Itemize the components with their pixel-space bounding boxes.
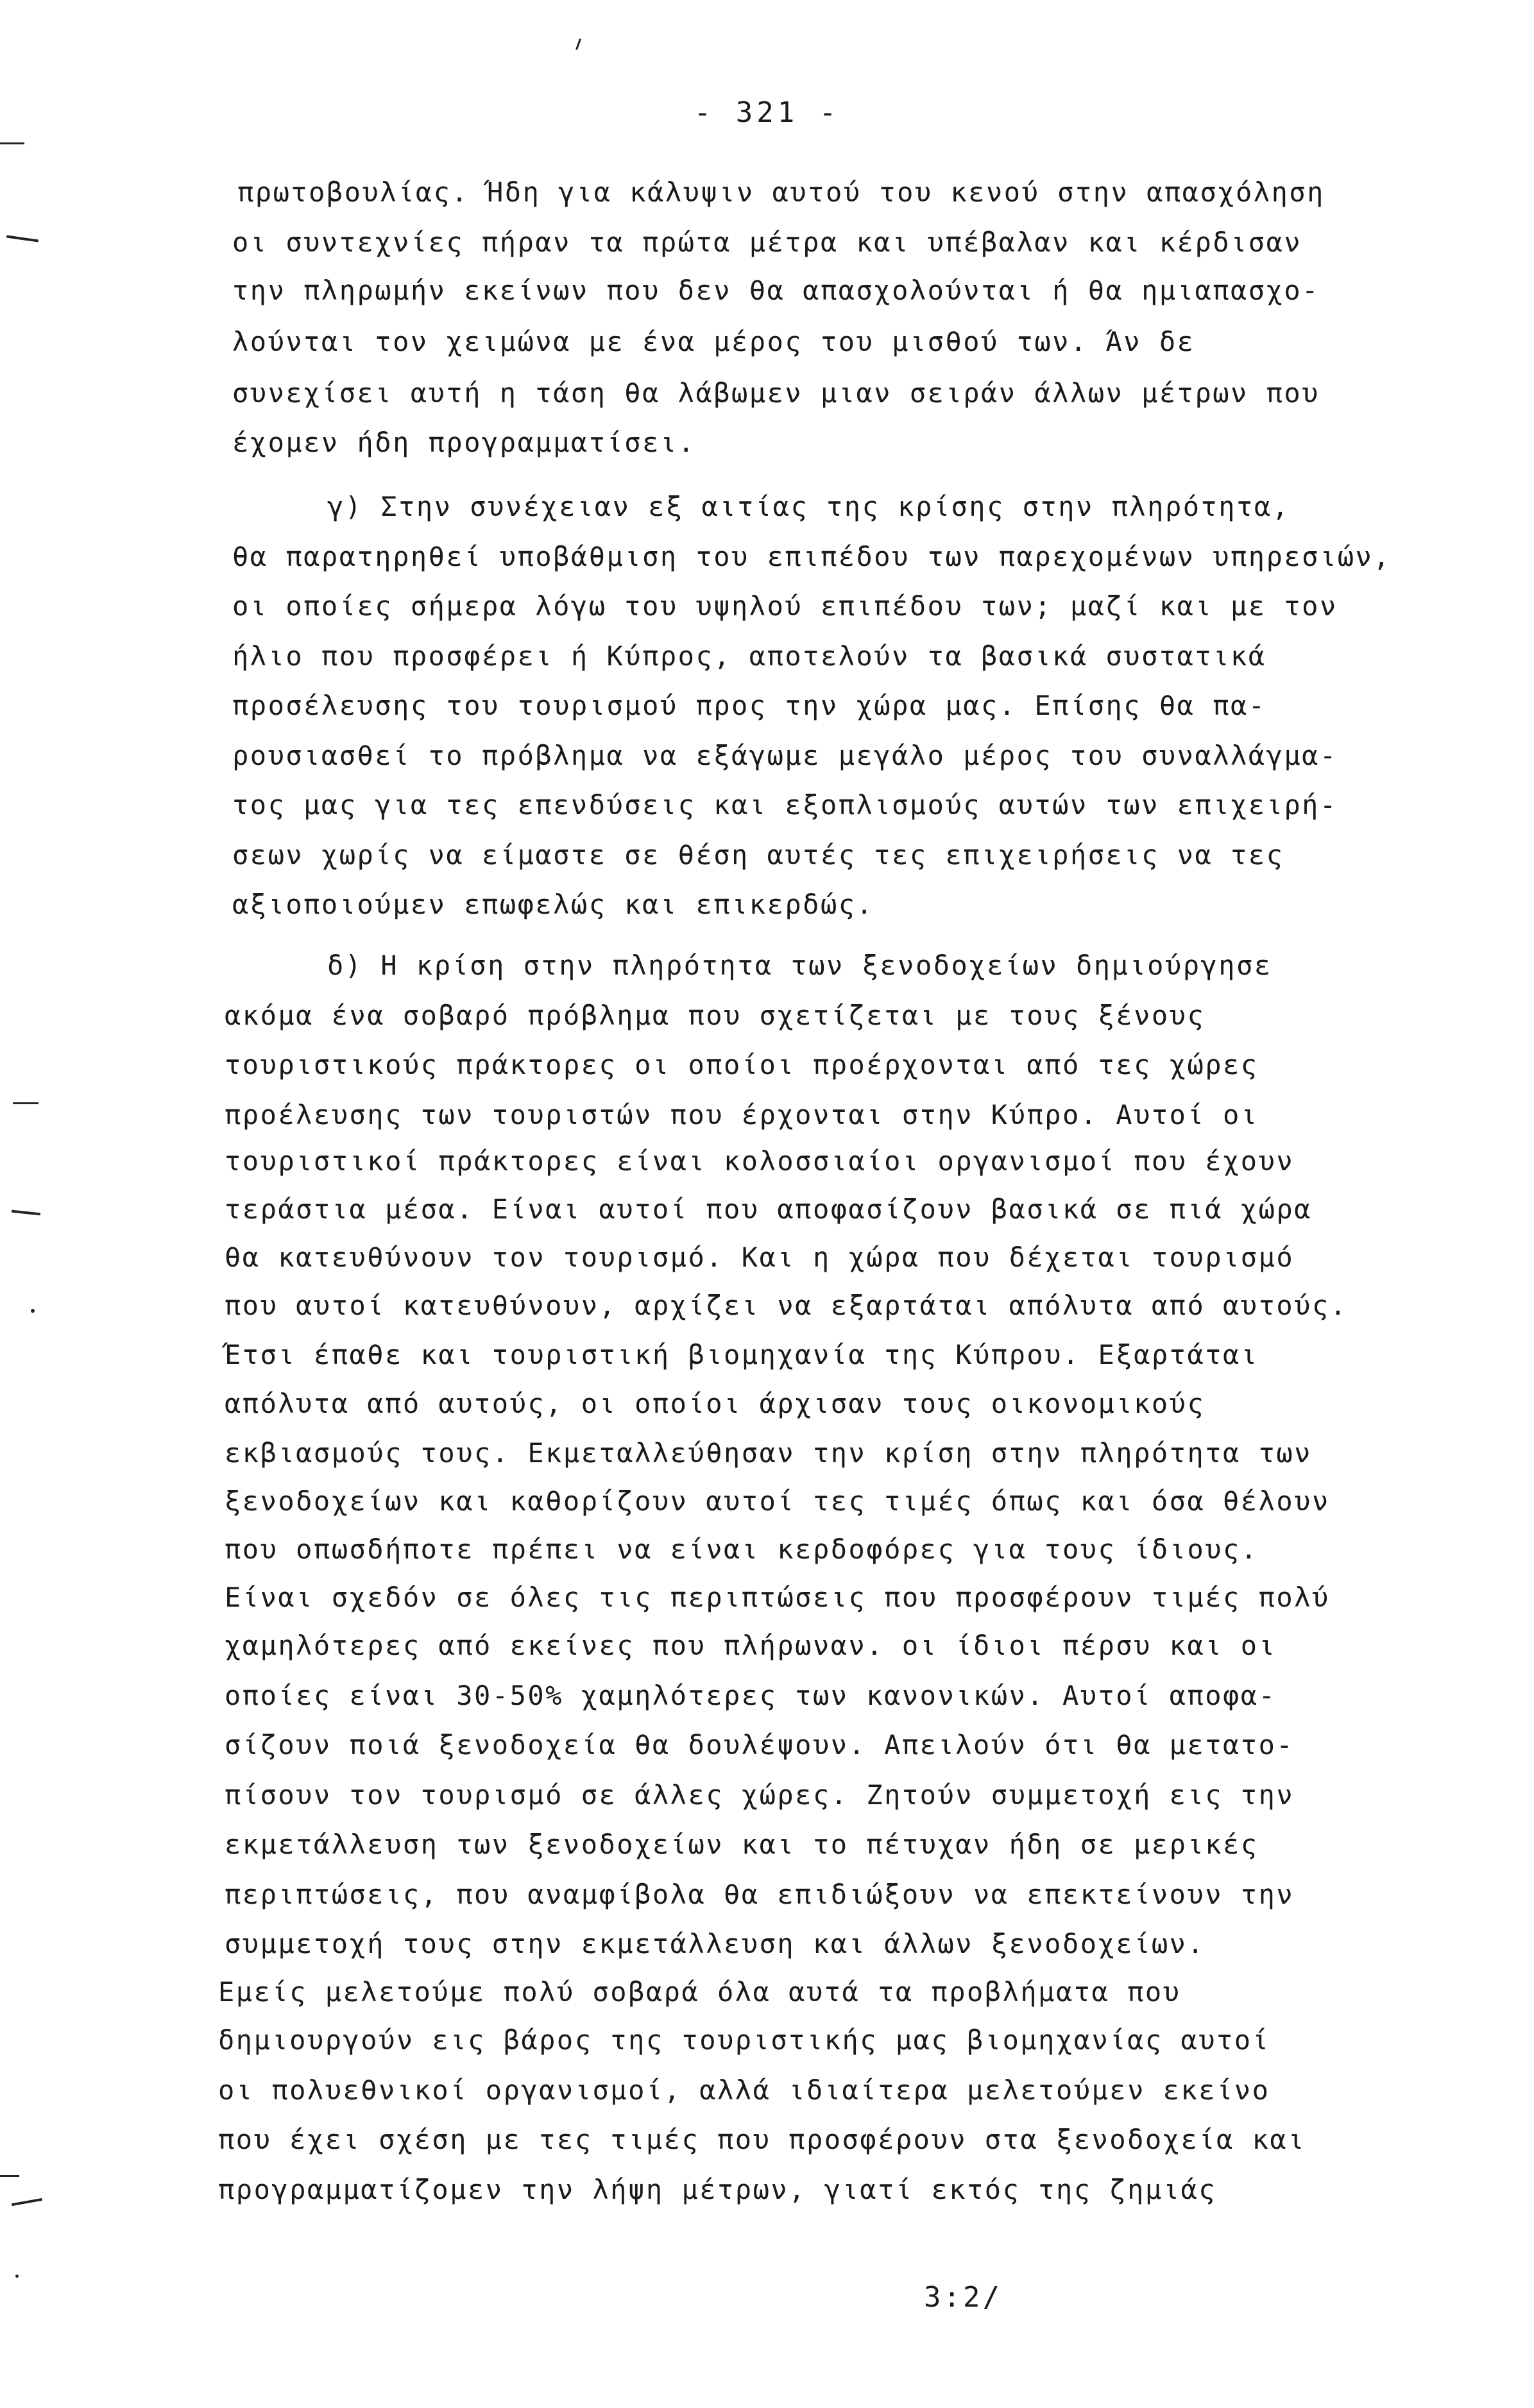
text-line: θα κατευθύνουν τον τουρισμό. Και η χώρα που δέχεται τουρισμό <box>225 1242 1295 1273</box>
text-line: που οπωσδήποτε πρέπει να είναι κερδοφόρες για τους ίδιους. <box>225 1533 1259 1565</box>
text-line: σίζουν ποιά ξενοδοχεία θα δουλέψουν. Απειλούν ότι θα μετατο- <box>225 1729 1295 1761</box>
text-line: οποίες είναι 30-50% χαμηλότερες των κανονικών. Αυτοί αποφα- <box>225 1680 1277 1711</box>
text-line: έχομεν ήδη προγραμματίσει. <box>232 427 696 458</box>
text-line: δ) Η κρίση στην πληρότητα των ξενοδοχείων δημιούργησε <box>327 950 1272 981</box>
text-line: πίσουν τον τουρισμό σε άλλες χώρες. Ζητούν συμμετοχή εις την <box>225 1779 1295 1811</box>
text-line: λούνται τον χειμώνα με ένα μέρος του μισθού των. Άν δε <box>232 326 1195 357</box>
text-line: ακόμα ένα σοβαρό πρόβλημα που σχετίζεται με τους ξένους <box>225 1000 1206 1031</box>
text-line: απόλυτα από αυτούς, οι οποίοι άρχισαν τους οικονομικούς <box>225 1388 1206 1419</box>
scan-mark <box>31 1309 35 1313</box>
text-line: ξενοδοχείων και καθορίζουν αυτοί τες τιμές όπως και όσα θέλουν <box>225 1485 1330 1517</box>
scan-mark <box>15 2275 19 2278</box>
text-line: οι συντεχνίες πήραν τα πρώτα μέτρα και υπέβαλαν και κέρδισαν <box>232 226 1302 258</box>
page-number: - 321 - <box>694 96 840 129</box>
text-line: σεων χωρίς να είμαστε σε θέση αυτές τες επιχειρήσεις να τες <box>232 839 1284 871</box>
text-line: αξιοποιούμεν επωφελώς και επικερδώς. <box>232 889 874 920</box>
text-line: τουριστικοί πράκτορες είναι κολοσσιαίοι οργανισμοί που έχουν <box>225 1145 1295 1177</box>
text-line: ρουσιασθεί το πρόβλημα να εξάγωμε μεγάλο μέρος του συναλλάγμα- <box>232 740 1338 771</box>
text-line: εκβιασμούς τους. Εκμεταλλεύθησαν την κρίση στην πληρότητα των <box>225 1437 1312 1469</box>
text-line: που αυτοί κατευθύνουν, αρχίζει να εξαρτάται απόλυτα από αυτούς. <box>225 1290 1348 1321</box>
text-line: που έχει σχέση με τες τιμές που προσφέρουν στα ξενοδοχεία και <box>218 2124 1306 2155</box>
page-footer-number: 3:2/ <box>924 2281 1002 2314</box>
text-line: τος μας για τες επενδύσεις και εξοπλισμούς αυτών των επιχειρή- <box>232 789 1338 821</box>
text-line: προγραμματίζομεν την λήψη μέτρων, γιατί εκτός της ζημιάς <box>218 2174 1217 2205</box>
text-line: προσέλευσης του τουρισμού προς την χώρα μας. Επίσης θα πα- <box>232 690 1266 721</box>
text-line: περιπτώσεις, που αναμφίβολα θα επιδιώξουν να επεκτείνουν την <box>225 1879 1295 1910</box>
text-line: Έτσι έπαθε και τουριστική βιομηχανία της Κύπρου. Εξαρτάται <box>225 1339 1259 1371</box>
text-line: οι οποίες σήμερα λόγω του υψηλού επιπέδου των; μαζί και με τον <box>232 590 1338 622</box>
text-line: δημιουργούν εις βάρος της τουριστικής μας βιομηχανίας αυτοί <box>218 2024 1270 2056</box>
text-line: χαμηλότερες από εκείνες που πλήρωναν. οι ίδιοι πέρσυ και οι <box>225 1630 1277 1661</box>
scan-mark <box>13 1102 38 1104</box>
scan-mark <box>0 2175 19 2177</box>
text-line: συμμετοχή τους στην εκμετάλλευση και άλλων ξενοδοχείων. <box>225 1928 1206 1960</box>
scan-mark <box>6 235 38 243</box>
text-line: Εμείς μελετούμε πολύ σοβαρά όλα αυτά τα προβλήματα που <box>218 1976 1181 2008</box>
scan-mark <box>0 142 24 144</box>
text-line: εκμετάλλευση των ξενοδοχείων και το πέτυχαν ήδη σε μερικές <box>225 1829 1259 1860</box>
text-line: ήλιο που προσφέρει ή Κύπρος, αποτελούν τα βασικά συστατικά <box>232 640 1266 672</box>
text-line: Είναι σχεδόν σε όλες τις περιπτώσεις που προσφέρουν τιμές πολύ <box>225 1582 1330 1613</box>
text-line: τεράστια μέσα. Είναι αυτοί που αποφασίζουν βασικά σε πιά χώρα <box>225 1193 1312 1225</box>
scan-mark <box>12 1210 40 1216</box>
text-line: την πληρωμήν εκείνων που δεν θα απασχολούνται ή θα ημιαπασχο- <box>232 275 1320 306</box>
text-line: γ) Στην συνέχειαν εξ αιτίας της κρίσης στην πληρότητα, <box>327 491 1290 522</box>
scan-mark <box>575 38 581 50</box>
text-line: οι πολυεθνικοί οργανισμοί, αλλά ιδιαίτερα μελετούμεν εκείνο <box>218 2074 1270 2106</box>
text-line: συνεχίσει αυτή η τάση θα λάβωμεν μιαν σειράν άλλων μέτρων που <box>232 377 1320 409</box>
text-line: πρωτοβουλίας. Ήδη για κάλυψιν αυτού του κενού στην απασχόληση <box>237 176 1325 208</box>
text-line: προέλευσης των τουριστών που έρχονται στην Κύπρο. Αυτοί οι <box>225 1099 1259 1131</box>
scan-mark <box>12 2198 42 2206</box>
text-line: τουριστικούς πράκτορες οι οποίοι προέρχονται από τες χώρες <box>225 1049 1259 1080</box>
text-line: θα παρατηρηθεί υποβάθμιση του επιπέδου των παρεχομένων υπηρεσιών, <box>232 541 1392 572</box>
